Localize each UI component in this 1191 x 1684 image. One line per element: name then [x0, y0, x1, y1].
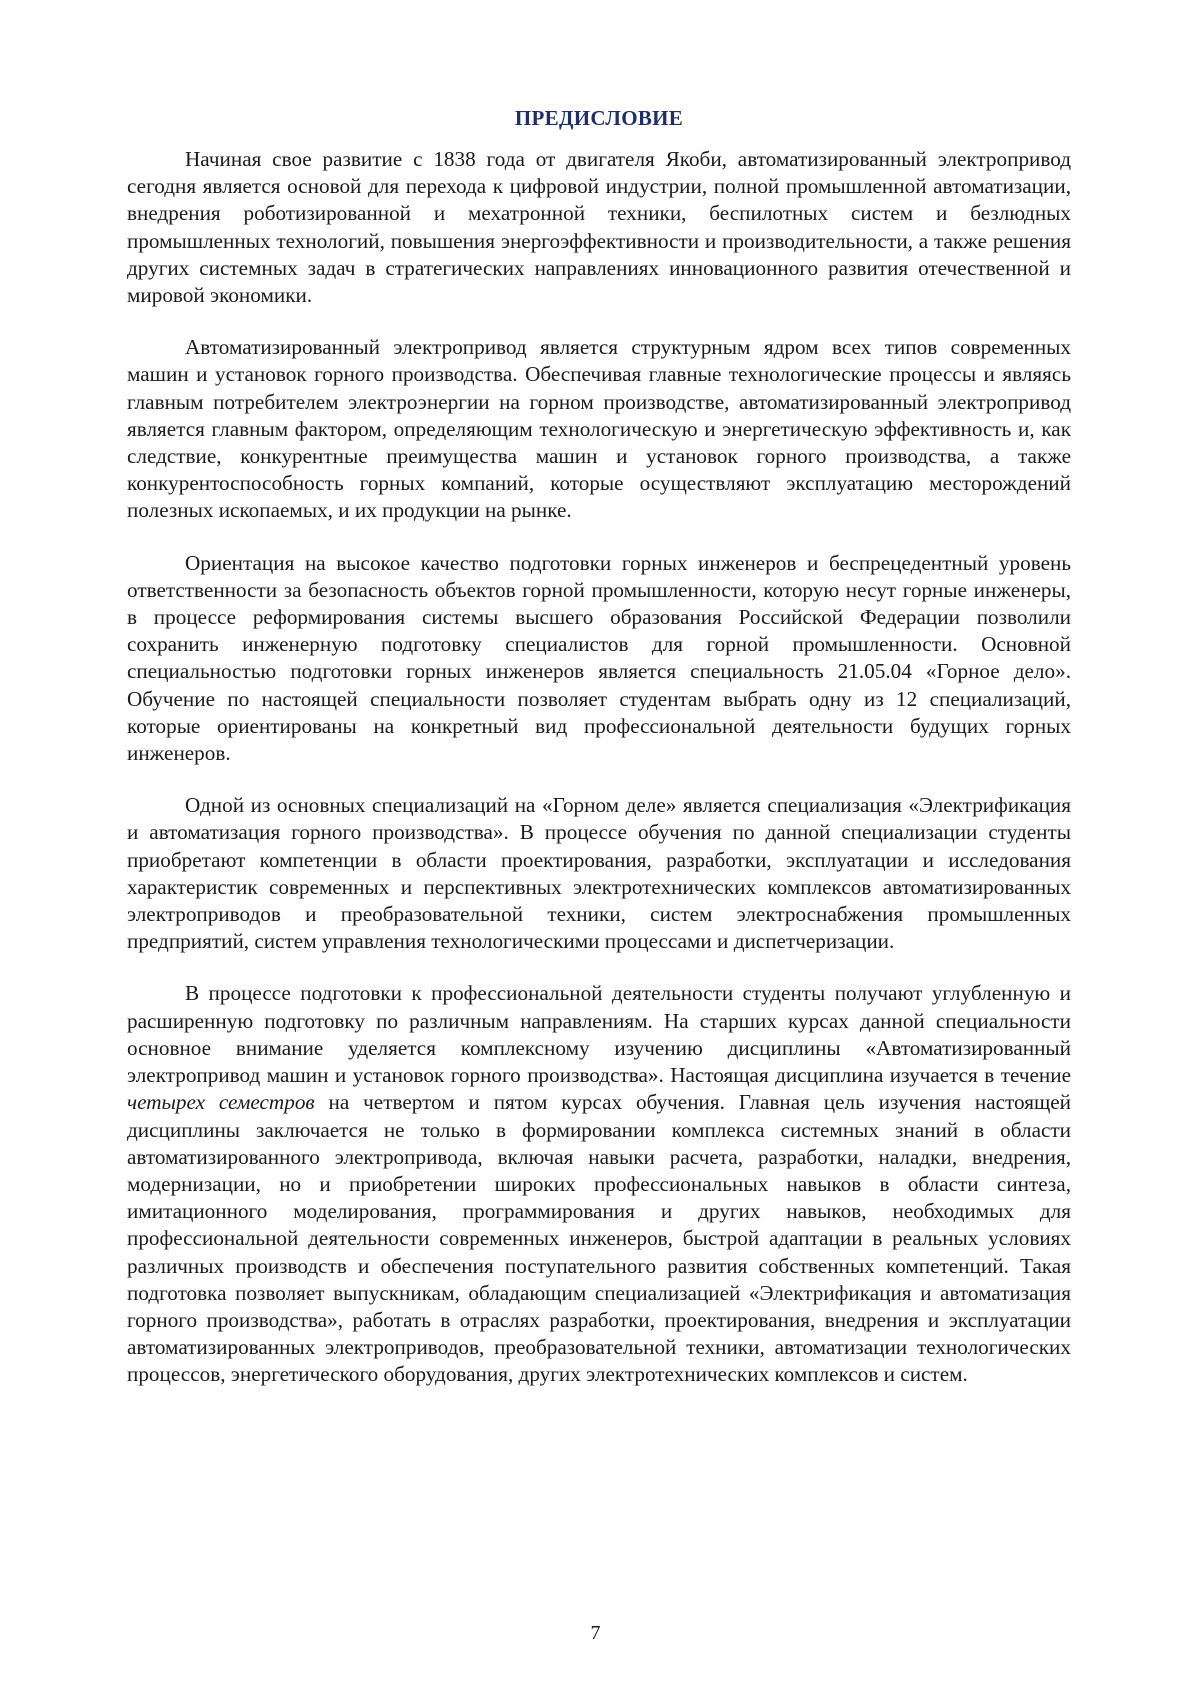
page-title: ПРЕДИСЛОВИЕ	[514, 106, 684, 130]
document-page	[127, 104, 1071, 1414]
paragraph-5	[127, 980, 1071, 1388]
page-number: 7	[590, 1622, 601, 1644]
paragraph-5-part-1: В процессе подготовки к профессиональной деятельности студенты получают углубленную и расширенную подготовку по различным направлениям. На старших курсах данной специальности основное внимание уделяется комплексному изучению дисциплины «Автоматизированный электропривод машин и установок горного производства». Настоящая дисциплина изучается в течение	[127, 981, 1071, 1088]
paragraph-1: Начиная свое развитие с 1838 года от двигателя Якоби, автоматизированный электропривод сегодня является основой для перехода к цифровой индустрии, полной промышленной автоматизации, внедрения роботизированной и мехатронной техники, беспилотных систем и безлюдных промышленных технологий, повышения энергоэффективности и производительности, а также решения других системных задач в стратегических направлениях инновационного развития отечественной и мировой экономики.	[127, 147, 1071, 308]
paragraph-3: Ориентация на высокое качество подготовки горных инженеров и беспрецедентный уровень ответственности за безопасность объектов горной промышленности, которую несут горные инженеры, в процессе реформирования системы высшего образования Российской Федерации позволили сохранить инженерную подготовку специалистов для горной промышленности. Основной специальностью подготовки горных инженеров является специальность 21.05.04 «Горное дело». Обучение по настоящей специальности позволяет студентам выбрать одну из 12 специализаций, которые ориентированы на конкретный вид профессиональной деятельности будущих горных инженеров.	[127, 550, 1071, 766]
paragraph-4: Одной из основных специализаций на «Горном деле» является специализация «Электрификация и автоматизация горного производства». В процессе обучения по данной специализации студенты приобретают компетенции в области проектирования, разработки, эксплуатации и исследования характеристик современных и перспективных электротехнических комплексов автоматизированных электроприводов и преобразовательной техники, систем электроснабжения промышленных предприятий, систем управления технологическими процессами и диспетчеризации.	[127, 793, 1071, 954]
paragraph-5-part-2: на четвертом и пятом курсах обучения. Главная цель изучения настоящей дисциплины заключается не только в формировании комплекса системных знаний в области автоматизированного электропривода, включая навыки расчета, разработки, наладки, внедрения, модернизации, но и приобретении широких профессиональных навыков в области синтеза, имитационного моделирования, программирования и других навыков, необходимых для профессиональной деятельности современных инженеров, быстрой адаптации в реальных условиях различных производств и обеспечения поступательного развития собственных компетенций. Такая подготовка позволяет выпускникам, обладающим специализацией «Электрификация и автоматизация горного производства», работать в отраслях разработки, проектирования, внедрения и эксплуатации автоматизированных электроприводов, преобразовательной техники, автоматизации технологических процессов, энергетического оборудования, других электротехнических комплексов и систем.	[127, 1090, 1071, 1387]
paragraph-5-emphasis: четырех семестров	[127, 1090, 315, 1115]
paragraph-2: Автоматизированный электропривод является структурным ядром всех типов современных машин и установок горного производства. Обеспечивая главные технологические процессы и являясь главным потребителем электроэнергии на горном производстве, автоматизированный электропривод является главным фактором, определяющим технологическую и энергетическую эффективность и, как следствие, конкурентные преимущества машин и установок горного производства, а также конкурентоспособность горных компаний, которые осуществляют эксплуатацию месторождений полезных ископаемых, и их продукции на рынке.	[127, 335, 1071, 523]
